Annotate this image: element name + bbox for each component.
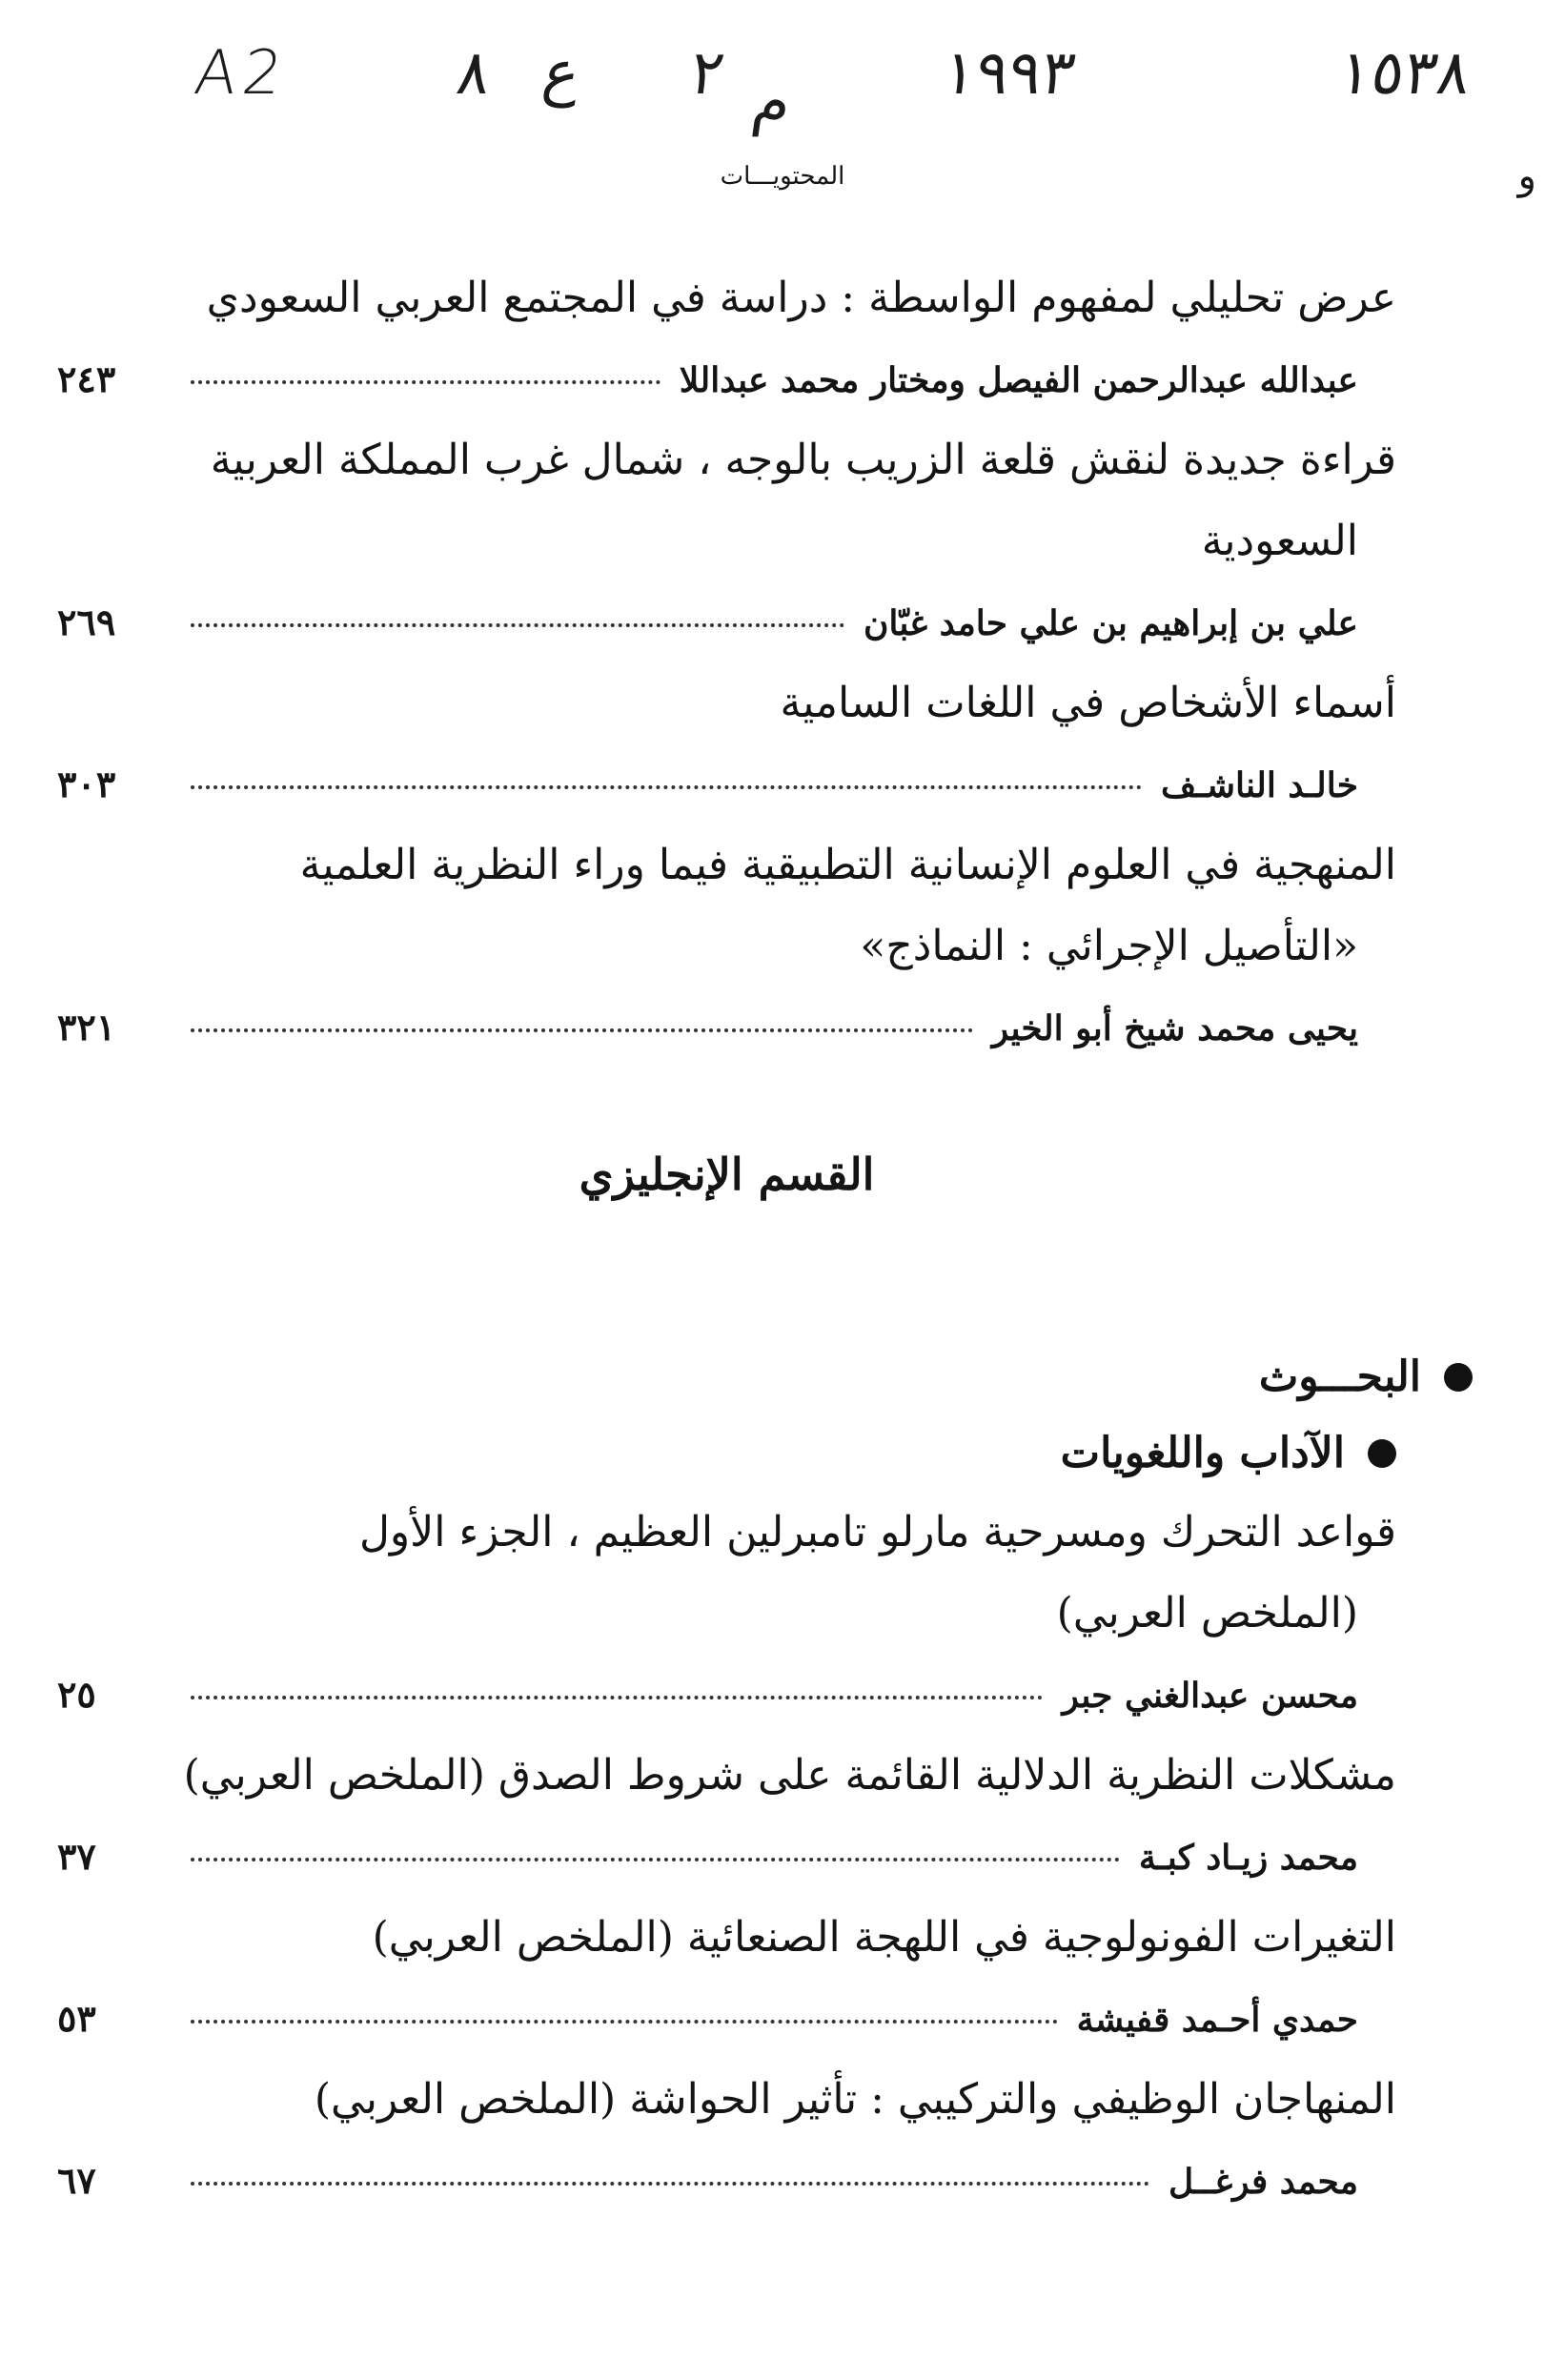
dot-leader (191, 380, 661, 384)
entry-author: علي بن إبراهيم بن علي حامد غبّان (863, 603, 1358, 643)
entry-title-continued: السعودية (1201, 517, 1358, 565)
handwritten-call-number: A2 (190, 38, 293, 109)
entry-author: عبدالله عبدالرحمن الفيصل ومختار محمد عبداللا (679, 360, 1358, 400)
entry-title-continued: (الملخص العربي) (1056, 1589, 1358, 1638)
dot-leader (191, 2182, 1149, 2186)
entry-page-number: ٣٧ (57, 1835, 96, 1878)
dot-leader (191, 1028, 973, 1032)
dot-leader (191, 1858, 1120, 1861)
handwritten-code: ١٥٣٨ (1333, 38, 1475, 109)
entry-title: المنهجية في العلوم الإنسانية التطبيقية فيما وراء النظرية العلمية (299, 841, 1396, 889)
subsection-heading (57, 1415, 1396, 1492)
toc-entry (57, 419, 1396, 662)
toc-entry (57, 662, 1396, 824)
entry-author-line (57, 1978, 1396, 2059)
entry-author-line (57, 987, 1396, 1068)
entry-title: التغيرات الفونولوجية في اللهجة الصنعائية (الملخص العربي) (372, 1913, 1396, 1962)
toc-entry (57, 1492, 1396, 1735)
section-title: القسم الإنجليزي (579, 1149, 875, 1200)
toc-entry (57, 1897, 1396, 2059)
entry-title-continued: «التأصيل الإجرائي : النماذج» (860, 922, 1358, 970)
dot-leader (191, 623, 844, 627)
entry-title: قراءة جديدة لنقش قلعة الزريب بالوجه ، شمال غرب المملكة العربية (210, 436, 1396, 484)
page-letter: و (1517, 154, 1536, 198)
running-head: المحتويـــات (720, 162, 845, 191)
entry-page-number: ٣٢١ (57, 1006, 116, 1048)
toc-entry (57, 1735, 1396, 1897)
entry-page-number: ٣٠٣ (57, 763, 116, 805)
entry-page-number: ٢٤٣ (57, 357, 116, 400)
bullet-icon (1444, 1363, 1473, 1392)
entry-author-line (57, 1816, 1396, 1897)
entry-author-line (57, 1654, 1396, 1735)
entry-page-number: ٦٧ (57, 2159, 96, 2202)
handwritten-digit: ٨ (452, 38, 496, 109)
entry-title: قواعد التحرك ومسرحية مارلو تامبرلين العظيم ، الجزء الأول (358, 1508, 1396, 1556)
entry-title: عرض تحليلي لمفهوم الواسطة : دراسة في المجتمع العربي السعودي (206, 274, 1396, 322)
entry-author: خالـد الناشـف (1161, 765, 1358, 805)
entry-author: محمد فرغــل (1168, 2162, 1358, 2202)
entry-title: المنهاجان الوظيفي والتركيبي : تأثير الحواشة (الملخص العربي) (314, 2075, 1396, 2124)
table-of-contents (57, 257, 1421, 2221)
bullet-icon (1368, 1439, 1396, 1468)
entry-author-line (57, 581, 1396, 662)
section-heading (57, 1339, 1473, 1415)
entry-page-number: ٥٣ (57, 1997, 96, 2040)
handwritten-letter-ain: ع (538, 38, 585, 109)
toc-entry (57, 2059, 1396, 2221)
entry-page-number: ٢٦٩ (57, 600, 116, 643)
entry-author: حمدي أحـمد قفيشة (1076, 2000, 1358, 2040)
entry-author-line (57, 338, 1396, 419)
entry-author-line (57, 743, 1396, 824)
entry-page-number: ٢٥ (57, 1673, 96, 1716)
dot-leader (191, 785, 1142, 789)
entry-author: يحيى محمد شيخ أبو الخير (991, 1008, 1358, 1048)
entry-author-line (57, 2140, 1396, 2221)
entry-author: محسن عبدالغني جبر (1062, 1676, 1358, 1716)
entry-title: مشكلات النظرية الدلالية القائمة على شروط الصدق (الملخص العربي) (183, 1751, 1396, 1800)
toc-entry (57, 824, 1396, 1068)
toc-entry (57, 257, 1396, 419)
handwritten-letter-s: ٢ (685, 38, 729, 109)
subsection-heading-label: الآداب واللغويات (1060, 1429, 1345, 1477)
dot-leader (191, 1696, 1043, 1699)
section-heading-label: البحـــوث (1258, 1353, 1421, 1401)
dot-leader (191, 2020, 1058, 2024)
entry-title: أسماء الأشخاص في اللغات السامية (780, 679, 1396, 727)
handwritten-letter-m: م (747, 67, 796, 137)
handwritten-year: ١٩٩٣ (938, 38, 1080, 109)
entry-author: محمد زيـاد كبـة (1138, 1838, 1358, 1878)
